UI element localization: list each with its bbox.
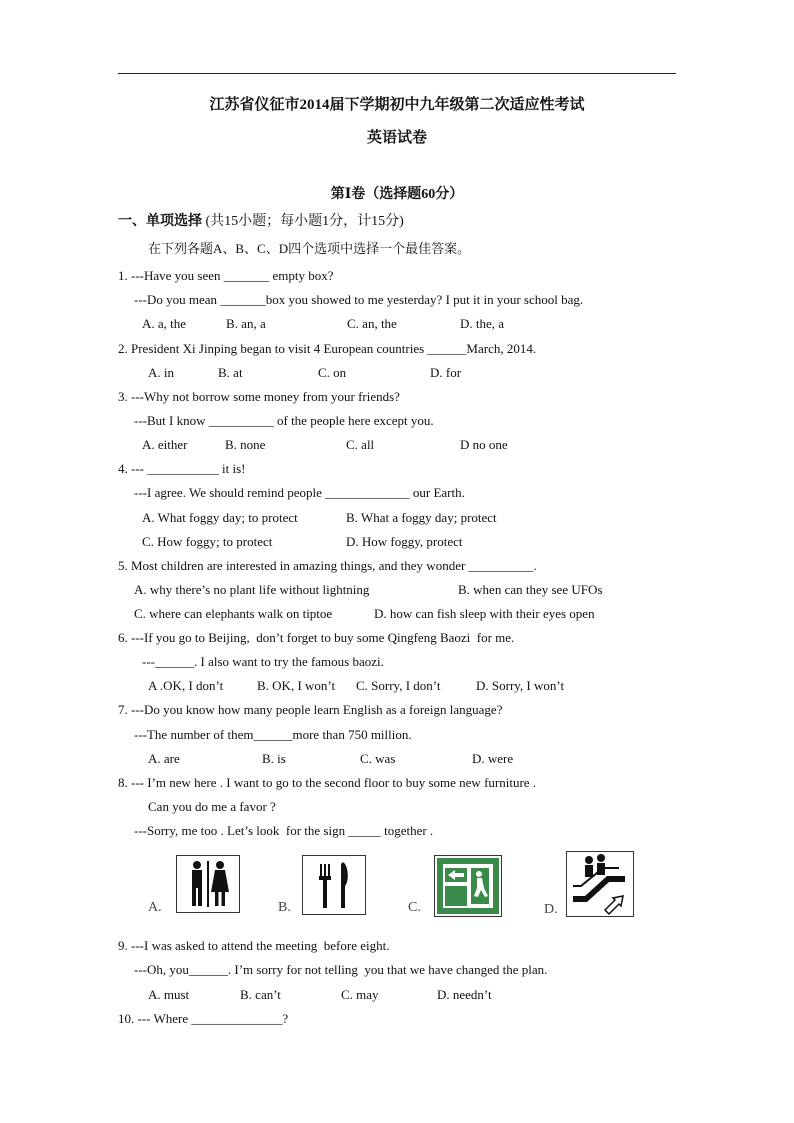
q2-line1: 2. President Xi Jinping began to visit 4 European countries ______March, 2014.	[118, 341, 537, 356]
q8-line2: Can you do me a favor ?	[148, 799, 276, 814]
q4-option-a: A. What foggy day; to protect	[142, 510, 298, 525]
q4-option-d: D. How foggy, protect	[346, 534, 463, 549]
exam-title: 江苏省仪征市2014届下学期初中九年级第二次适应性考试	[209, 97, 585, 113]
q6-option-b: B. OK, I won’t	[257, 678, 336, 693]
q3-option-d: D no one	[460, 437, 508, 452]
q8-line3: ---Sorry, me too . Let’s look for the sign _____ together .	[134, 823, 434, 838]
q7-option-d: D. were	[472, 751, 514, 766]
restroom-sign-icon	[176, 855, 240, 913]
exam-subtitle: 英语试卷	[366, 130, 427, 146]
section-heading	[118, 214, 404, 230]
q1-line1: 1. ---Have you seen _______ empty box?	[118, 268, 334, 283]
q1-line2: ---Do you mean _______box you showed to me yesterday? I put it in your school bag.	[134, 292, 584, 307]
restaurant-fork-knife-icon	[302, 855, 366, 915]
q3-option-a: A. either	[142, 437, 188, 452]
q1-option-c: C. an, the	[347, 316, 397, 331]
q9-option-d: D. needn’t	[437, 987, 492, 1002]
q9-option-a: A. must	[148, 987, 190, 1002]
q1-option-a: A. a, the	[142, 316, 187, 331]
q1-option-d: D. the, a	[460, 316, 505, 331]
part-title: 第Ⅰ卷（选择题60分）	[330, 187, 464, 202]
emergency-exit-icon	[434, 855, 502, 917]
q9-line2: ---Oh, you______. I’m sorry for not telling you that we have changed the plan.	[134, 962, 548, 977]
q2-option-c: C. on	[318, 365, 347, 380]
q7-option-c: C. was	[360, 751, 396, 766]
q7-line1: 7. ---Do you know how many people learn English as a foreign language?	[118, 702, 503, 717]
q2-option-a: A. in	[148, 365, 174, 380]
q6-line2: ---______. I also want to try the famous baozi.	[142, 654, 384, 669]
q3-line1: 3. ---Why not borrow some money from your friends?	[118, 389, 400, 404]
q4-line2: ---I agree. We should remind people _____________ our Earth.	[134, 485, 465, 500]
q3-line2: ---But I know __________ of the people here except you.	[134, 413, 434, 428]
q1-option-b: B. an, a	[226, 316, 266, 331]
q8-option-b: B.	[278, 900, 291, 915]
q5-option-b: B. when can they see UFOs	[458, 582, 603, 597]
q4-option-b: B. What a foggy day; protect	[346, 510, 497, 525]
instruction: 在下列各题A、B、C、D四个选项中选择一个最佳答案。	[148, 241, 471, 256]
q9-option-b: B. can’t	[240, 987, 281, 1002]
q4-option-c: C. How foggy; to protect	[142, 534, 273, 549]
q5-option-a: A. why there’s no plant life without lightning	[134, 582, 370, 597]
header-rule	[118, 73, 676, 74]
q8-option-c: C.	[408, 900, 421, 915]
q10-line1: 10. --- Where ______________?	[118, 1011, 289, 1026]
q5-line1: 5. Most children are interested in amazing things, and they wonder __________.	[118, 558, 537, 573]
section-heading-bold: 一、单项选择	[118, 214, 202, 229]
q7-line2: ---The number of them______more than 750 million.	[134, 727, 412, 742]
q8-option-a: A.	[148, 900, 162, 915]
q6-option-c: C. Sorry, I don’t	[356, 678, 441, 693]
escalator-icon	[566, 851, 634, 917]
q7-option-a: A. are	[148, 751, 180, 766]
q5-option-c: C. where can elephants walk on tiptoe	[134, 606, 333, 621]
q4-line1: 4. --- ___________ it is!	[118, 461, 246, 476]
q9-option-c: C. may	[341, 987, 379, 1002]
q6-line1: 6. ---If you go to Beijing, don’t forget to buy some Qingfeng Baozi for me.	[118, 630, 515, 645]
q8-option-d: D.	[544, 902, 558, 917]
q6-option-d: D. Sorry, I won’t	[476, 678, 565, 693]
q7-option-b: B. is	[262, 751, 286, 766]
section-heading-rest: (共15小题；每小题1分，计15分)	[205, 214, 404, 229]
q8-line1: 8. --- I’m new here . I want to go to the second floor to buy some new furniture .	[118, 775, 537, 790]
q9-line1: 9. ---I was asked to attend the meeting before eight.	[118, 938, 390, 953]
q5-option-d: D. how can fish sleep with their eyes open	[374, 606, 595, 621]
q6-option-a: A .OK, I don’t	[148, 678, 224, 693]
q2-option-b: B. at	[218, 365, 243, 380]
q3-option-b: B. none	[225, 437, 266, 452]
q2-option-d: D. for	[430, 365, 462, 380]
q3-option-c: C. all	[346, 437, 375, 452]
